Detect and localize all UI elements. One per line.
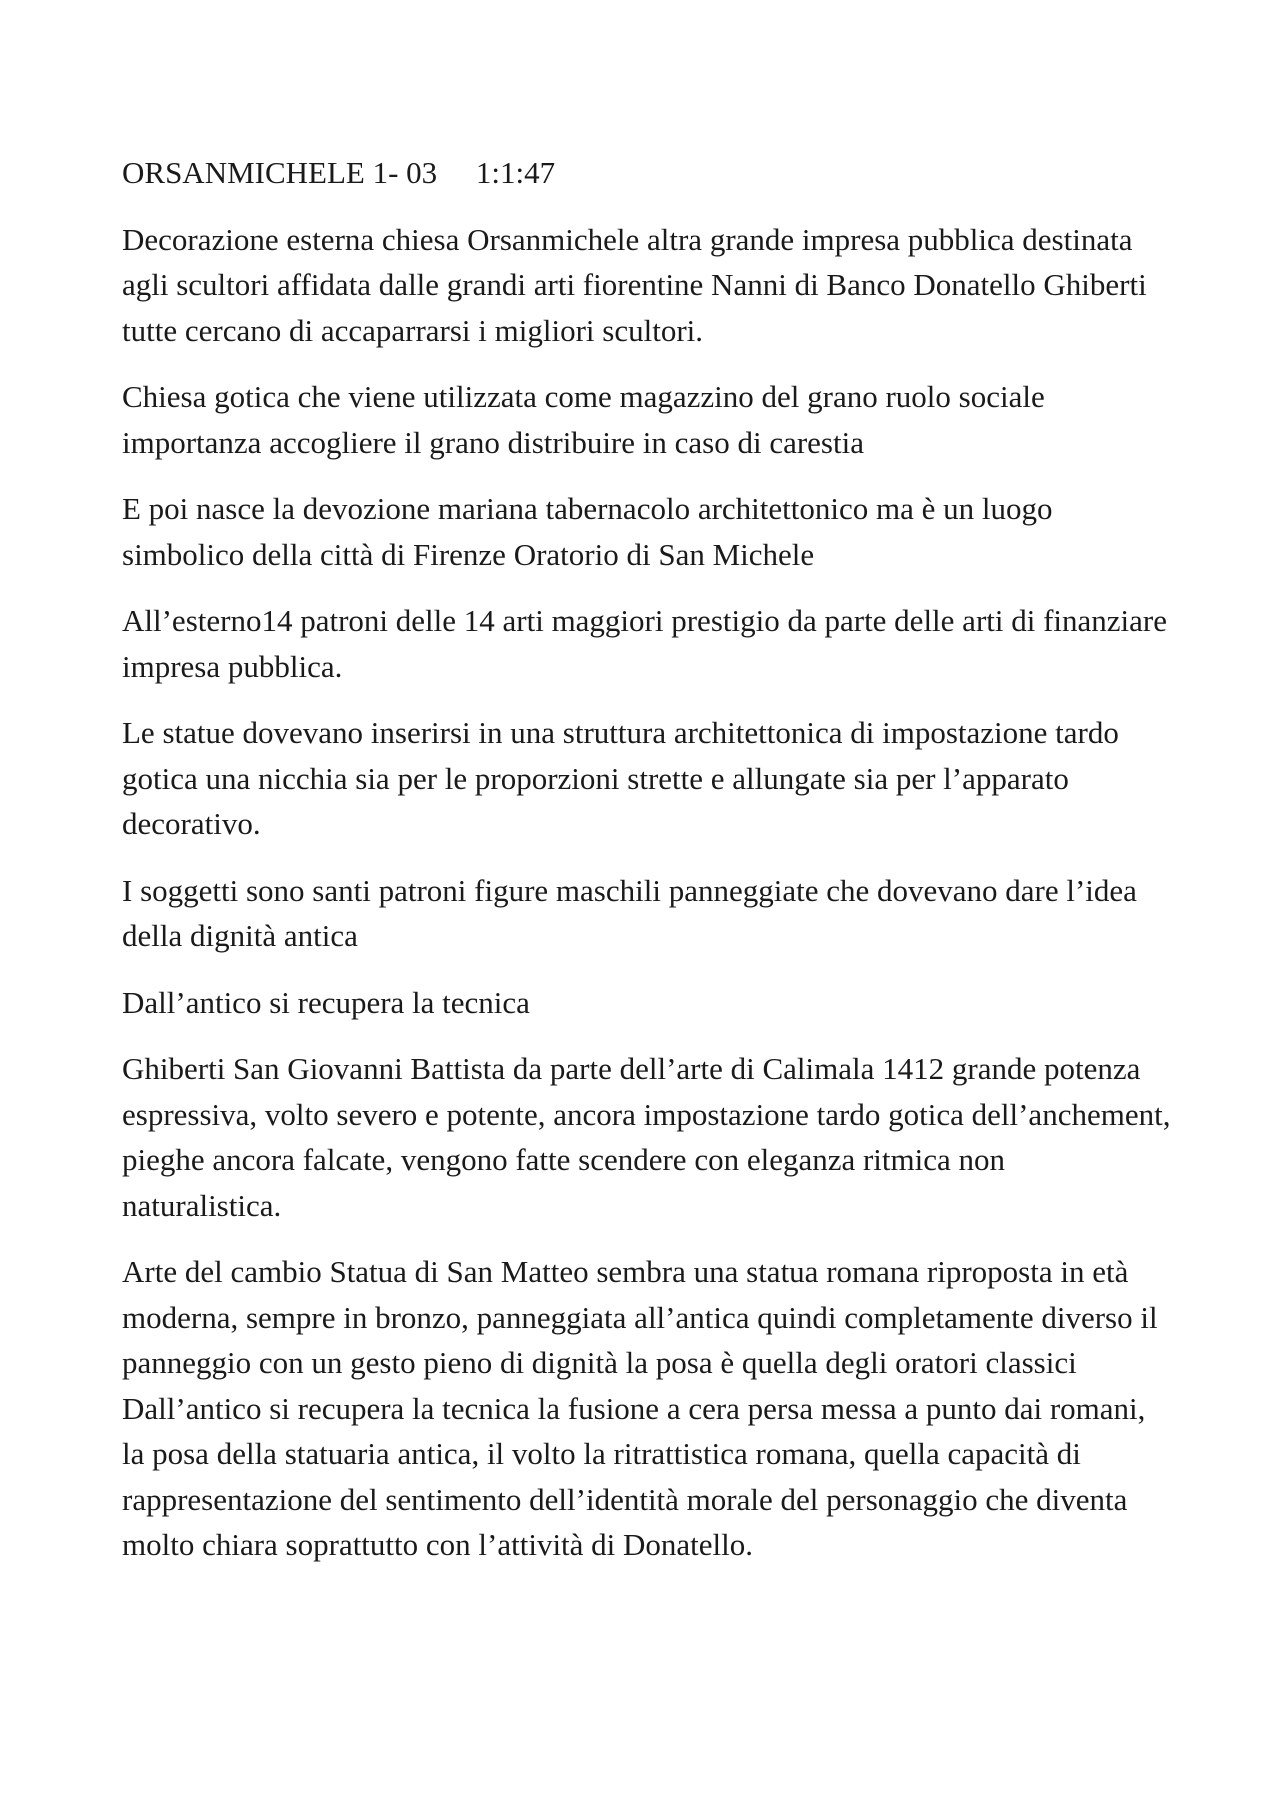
paragraph-soggetti: I soggetti sono santi patroni figure maschili panneggiate che dovevano dare l’idea della dignità antica [122, 872, 1137, 953]
paragraph-chiesa-gotica: Chiesa gotica che viene utilizzata come magazzino del grano ruolo sociale importanza accogliere il grano distribuire in caso di carestia [122, 379, 1045, 460]
document-body [122, 150, 1172, 1589]
paragraph-tecnica: Dall’antico si recupera la tecnica [122, 984, 530, 1020]
document-heading: ORSANMICHELE 1- 03 1:1:47 [122, 155, 556, 190]
paragraph-patroni: All’esterno14 patroni delle 14 arti maggiori prestigio da parte delle arti di finanziare impresa pubblica. [122, 603, 1168, 684]
paragraph-devozione-mariana: E poi nasce la devozione mariana tabernacolo architettonico ma è un luogo simbolico della città di Firenze Oratorio di San Michele [122, 491, 1053, 572]
paragraph-decorazione: Decorazione esterna chiesa Orsanmichele altra grande impresa pubblica destinata agli scultori affidata dalle grandi arti fiorentine Nanni di Banco Donatello Ghiberti tutte cercano di accaparrarsi i migliori scultori. [122, 221, 1147, 348]
paragraph-statue: Le statue dovevano inserirsi in una struttura architettonica di impostazione tardo gotica una nicchia sia per le proporzioni strette e allungate sia per l’apparato decorativo. [122, 715, 1119, 841]
paragraph-san-matteo: Arte del cambio Statua di San Matteo sembra una statua romana riproposta in età moderna, sempre in bronzo, panneggiata all’antica quindi completamente diverso il panneggio con un gesto pieno di dignità la posa è quella degli oratori classici Dall’antico si recupera la tecnica la fusione a cera persa messa a punto dai romani, la posa della statuaria antica, il volto la ritrattistica romana, quella capacità di rappresentazione del sentimento dell’identità morale del personaggio che diventa molto chiara soprattutto con l’attività di Donatello. [122, 1254, 1158, 1562]
paragraph-ghiberti: Ghiberti San Giovanni Battista da parte dell’arte di Calimala 1412 grande potenza espressiva, volto severo e potente, ancora impostazione tardo gotica dell’anchement, pieghe ancora falcate, vengono fatte scendere con eleganza ritmica non naturalistica. [122, 1051, 1171, 1223]
